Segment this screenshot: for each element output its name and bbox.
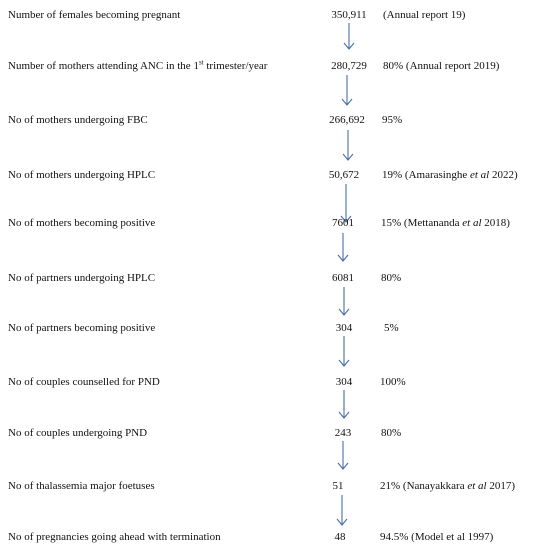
row-label-partners-positive: No of partners becoming positive bbox=[8, 322, 156, 334]
row-note-anc-attendance: 80% (Annual report 2019) bbox=[383, 60, 500, 72]
row-label-partners-hplc: No of partners undergoing HPLC bbox=[8, 272, 156, 284]
down-arrow-icon bbox=[338, 287, 350, 317]
row-value-mothers-positive: 7601 bbox=[332, 217, 354, 229]
row-note-thalassemia-suffix: 2017) bbox=[486, 480, 516, 492]
row-value-thalassemia-foetuses: 51 bbox=[332, 480, 344, 492]
row-value-partners-hplc: 6081 bbox=[332, 272, 354, 284]
row-value-couples-counselled: 304 bbox=[335, 376, 353, 388]
down-arrow-icon bbox=[342, 130, 354, 162]
row-note-partners-positive: 5% bbox=[384, 322, 399, 334]
row-label-anc-prefix: Number of mothers attending ANC in the 1 bbox=[8, 60, 199, 72]
row-note-couples-counselled: 100% bbox=[380, 376, 406, 388]
row-value-anc-attendance: 280,729 bbox=[331, 60, 367, 72]
row-note-partners-hplc: 80% bbox=[381, 272, 402, 284]
row-label-anc-suffix: trimester/year bbox=[203, 60, 268, 72]
row-note-mothers-positive-suffix: 2018) bbox=[481, 217, 510, 229]
row-note-thalassemia-em: et al bbox=[467, 480, 487, 492]
down-arrow-icon bbox=[338, 336, 350, 368]
down-arrow-icon bbox=[343, 23, 355, 51]
row-note-thalassemia-prefix: 21% (Nanayakkara bbox=[380, 480, 468, 492]
row-note-mothers-hplc-prefix: 19% (Amarasinghe bbox=[382, 169, 470, 181]
down-arrow-icon bbox=[336, 495, 348, 527]
row-value-terminations: 48 bbox=[334, 531, 346, 543]
row-label-terminations: No of pregnancies going ahead with termination bbox=[8, 531, 221, 543]
row-label-fbc: No of mothers undergoing FBC bbox=[8, 114, 148, 126]
down-arrow-icon bbox=[341, 75, 353, 107]
row-value-fbc: 266,692 bbox=[329, 114, 365, 126]
row-value-couples-pnd: 243 bbox=[334, 427, 352, 439]
row-value-pregnant-females: 350,911 bbox=[331, 9, 367, 21]
row-note-pregnant-females: (Annual report 19) bbox=[383, 9, 466, 21]
row-note-couples-pnd: 80% bbox=[381, 427, 402, 439]
down-arrow-icon bbox=[337, 441, 349, 471]
row-note-mothers-hplc-em: et al bbox=[469, 169, 490, 181]
row-value-mothers-hplc: 50,672 bbox=[328, 169, 360, 181]
row-note-mothers-hplc-suffix: 2022) bbox=[489, 169, 518, 181]
row-label-thalassemia-foetuses: No of thalassemia major foetuses bbox=[8, 480, 155, 492]
row-label-pregnant-females: Number of females becoming pregnant bbox=[8, 9, 181, 21]
row-note-fbc: 95% bbox=[382, 114, 403, 126]
row-label-mothers-positive: No of mothers becoming positive bbox=[8, 217, 156, 229]
row-note-mothers-positive bbox=[381, 216, 510, 230]
row-note-thalassemia-foetuses bbox=[380, 479, 515, 493]
row-label-anc-attendance bbox=[8, 59, 267, 73]
down-arrow-icon bbox=[338, 390, 350, 420]
row-label-couples-pnd: No of couples undergoing PND bbox=[8, 427, 148, 439]
row-note-terminations: 94.5% (Model et al 1997) bbox=[380, 531, 494, 543]
row-label-mothers-hplc: No of mothers undergoing HPLC bbox=[8, 169, 156, 181]
down-arrow-icon bbox=[337, 233, 349, 263]
row-note-mothers-positive-prefix: 15% (Mettananda bbox=[381, 217, 463, 229]
row-label-couples-counselled: No of couples counselled for PND bbox=[8, 376, 160, 388]
row-value-partners-positive: 304 bbox=[335, 322, 353, 334]
row-note-mothers-positive-em: et al bbox=[462, 217, 482, 229]
row-label-anc-sup: st bbox=[198, 58, 204, 67]
row-note-mothers-hplc bbox=[382, 168, 518, 182]
